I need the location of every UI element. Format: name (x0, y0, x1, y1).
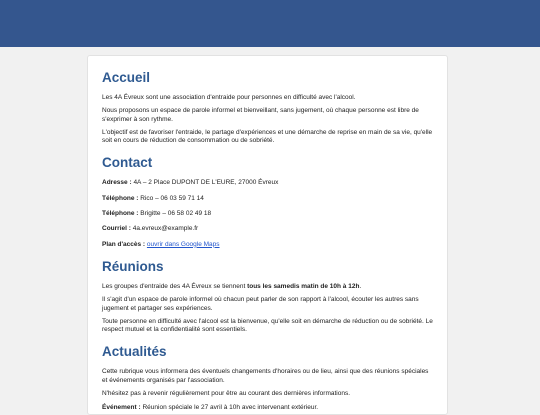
accueil-paragraph-2: Nous proposons un espace de parole informel et bienveillant, sans jugement, où chaque personne est libre de s'exprimer à son rythme. (102, 107, 419, 123)
address-label: Adresse : (102, 179, 132, 187)
reunions-paragraph-2: Il s'agit d'un espace de parole informel où chacun peut parler de son rapport à l'alcool, écouter les autres sans jugement et partager ses expériences. (102, 296, 419, 312)
reunions-paragraph-1 (102, 283, 433, 291)
site-header-bar (0, 0, 540, 47)
phone-label: Téléphone : (102, 194, 139, 202)
event-label: Événement : (102, 404, 141, 412)
actualites-event (102, 404, 433, 412)
address-value: 4A – 2 Place DUPONT DE L'EURE, 27000 Évreux (133, 179, 279, 187)
actualites-paragraph-1: Cette rubrique vous informera des éventuels changements d'horaires ou de lieu, ainsi que des réunions spéciales et événements organisés par l'association. (102, 368, 429, 384)
actualites-section (102, 344, 433, 412)
accueil-paragraph-1: Les 4A Évreux sont une association d'entraide pour personnes en difficulté avec l'alcool. (102, 94, 356, 101)
reunions-paragraph-3: Toute personne en difficulté avec l'alcool est la bienvenue, qu'elle soit en démarche de réduction ou de sobriété. Le respect mutuel et la confidentialité sont essentiels. (102, 317, 433, 334)
contact-section (102, 155, 433, 248)
contact-phone-1 (102, 195, 433, 203)
accueil-heading: Accueil (102, 70, 151, 85)
contact-email (102, 225, 433, 233)
phone-value: Brigitte – 06 58 02 49 18 (140, 210, 212, 218)
google-maps-link[interactable]: ouvrir dans Google Maps (146, 240, 220, 248)
email-label: Courriel : (102, 225, 131, 233)
contact-phone-2 (102, 210, 433, 218)
contact-map (102, 241, 433, 249)
email-value: 4a.evreux@example.fr (132, 225, 199, 233)
reunions-schedule: tous les samedis matin de 10h à 12h (247, 282, 360, 290)
actualites-heading: Actualités (102, 344, 167, 360)
event-value: Réunion spéciale le 27 avril à 10h avec intervenant extérieur. (142, 404, 319, 412)
contact-address (102, 179, 433, 187)
reunions-text: Les groupes d'entraide des 4A Évreux se tiennent (102, 282, 246, 290)
phone-label: Téléphone : (102, 210, 139, 218)
reunions-section (102, 259, 433, 334)
reunions-heading: Réunions (102, 258, 164, 274)
accueil-paragraph-3: L'objectif est de favoriser l'entraide, le partage d'expériences et une démarche de reprise en main de sa vie, qu'elle soit en cours de réduction de consommation ou de sobriété. (102, 128, 433, 145)
content-card (87, 55, 448, 415)
phone-value: Rico – 06 03 59 71 14 (140, 194, 204, 202)
reunions-text-end: . (359, 282, 362, 290)
contact-heading: Contact (102, 155, 153, 171)
map-label: Plan d'accès : (102, 240, 146, 248)
accueil-section (102, 70, 433, 145)
actualites-paragraph-2: N'hésitez pas à revenir régulièrement pour être au courant des dernières informations. (102, 390, 351, 398)
